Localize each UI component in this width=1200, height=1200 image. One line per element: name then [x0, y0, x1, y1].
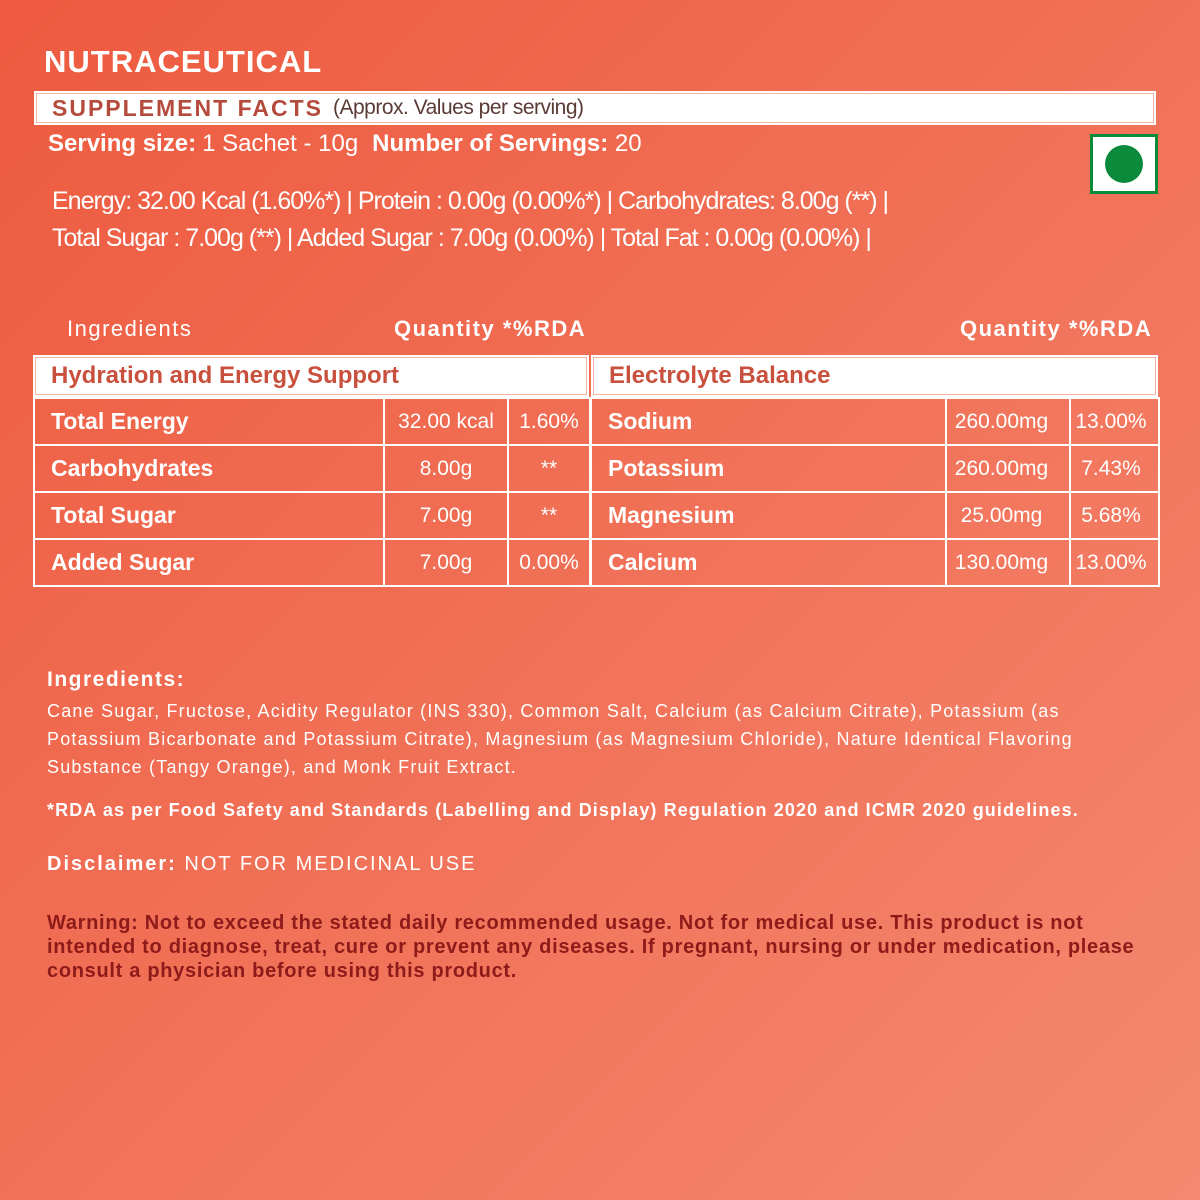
brand-title: NUTRACEUTICAL	[44, 44, 323, 79]
nutrient-quantity: 32.00 kcal	[384, 398, 508, 445]
hydration-table	[33, 397, 591, 587]
nutrient-rda: **	[508, 445, 590, 492]
warning-text: Warning: Not to exceed the stated daily recommended usage. Not for medical use. This product is not intended to diagnose, treat, cure or prevent any diseases. If pregnant, nursing or under medication, please consult a physician before using this product.	[47, 912, 1135, 982]
table-row	[591, 398, 1159, 445]
nutrient-quantity: 7.00g	[384, 539, 508, 586]
disclaimer-text: NOT FOR MEDICINAL USE	[184, 853, 477, 875]
nutrient-quantity: 260.00mg	[946, 398, 1070, 445]
disclaimer-label: Disclaimer:	[47, 853, 177, 875]
serving-size-label: Serving size:	[48, 130, 197, 157]
nutrient-name: Potassium	[591, 445, 946, 492]
ingredients-text: Cane Sugar, Fructose, Acidity Regulator (INS 330), Common Salt, Calcium (as Calcium Citrate), Potassium (as Potassium Bicarbonate and Potassium Citrate), Magnesium (as Magnesium Chloride), Nature Identical Flavoring Substance (Tangy Orange), and Monk Fruit Extract.	[47, 701, 1073, 777]
nutrient-name: Total Energy	[34, 398, 384, 445]
serving-size-value: 1 Sachet - 10g	[202, 130, 359, 157]
serving-info	[48, 130, 642, 158]
table-row	[34, 492, 590, 539]
servings-count-value: 20	[614, 130, 642, 157]
supplement-facts-header	[34, 91, 1156, 125]
ingredients-title: Ingredients:	[47, 668, 186, 691]
nutrient-name: Carbohydrates	[34, 445, 384, 492]
table-row	[34, 398, 590, 445]
nutrient-quantity: 8.00g	[384, 445, 508, 492]
quantity-rda-header-left: Quantity *%RDA	[394, 316, 587, 341]
electrolyte-section-header: Electrolyte Balance	[591, 355, 1158, 397]
nutrition-summary-line-1: Energy: 32.00 Kcal (1.60%*) | Protein : 0.00g (0.00%*) | Carbohydrates: 8.00g (**) |	[52, 187, 888, 215]
veg-dot-icon	[1105, 145, 1143, 183]
veg-symbol-icon	[1090, 134, 1158, 194]
nutrient-quantity: 260.00mg	[946, 445, 1070, 492]
table-row	[34, 539, 590, 586]
nutrient-rda: 5.68%	[1070, 492, 1159, 539]
rda-footnote: *RDA as per Food Safety and Standards (Labelling and Display) Regulation 2020 and ICMR 2020 guidelines.	[47, 800, 1079, 820]
quantity-rda-header-right: Quantity *%RDA	[960, 316, 1153, 341]
nutrient-quantity: 25.00mg	[946, 492, 1070, 539]
nutrient-rda: 13.00%	[1070, 398, 1159, 445]
facts-title: SUPPLEMENT FACTS	[52, 94, 323, 121]
hydration-section-header: Hydration and Energy Support	[33, 355, 589, 397]
nutrient-name: Added Sugar	[34, 539, 384, 586]
electrolyte-table	[590, 397, 1160, 587]
nutrient-name: Magnesium	[591, 492, 946, 539]
table-row	[591, 445, 1159, 492]
nutrient-rda: 0.00%	[508, 539, 590, 586]
nutrient-rda: 13.00%	[1070, 539, 1159, 586]
disclaimer	[47, 853, 476, 876]
nutrient-rda: 1.60%	[508, 398, 590, 445]
nutrient-rda: 7.43%	[1070, 445, 1159, 492]
nutrient-quantity: 130.00mg	[946, 539, 1070, 586]
nutrition-summary-line-2: Total Sugar : 7.00g (**) | Added Sugar : 7.00g (0.00%) | Total Fat : 0.00g (0.00%) |	[52, 224, 871, 252]
table-row	[591, 539, 1159, 586]
ingredients-column-header: Ingredients	[67, 316, 193, 341]
nutrient-name: Sodium	[591, 398, 946, 445]
nutrient-name: Total Sugar	[34, 492, 384, 539]
facts-subtitle: (Approx. Values per serving)	[332, 96, 584, 119]
nutrient-rda: **	[508, 492, 590, 539]
table-row	[34, 445, 590, 492]
table-row	[591, 492, 1159, 539]
servings-count-label: Number of Servings:	[372, 130, 609, 157]
nutrient-name: Calcium	[591, 539, 946, 586]
nutrient-quantity: 7.00g	[384, 492, 508, 539]
